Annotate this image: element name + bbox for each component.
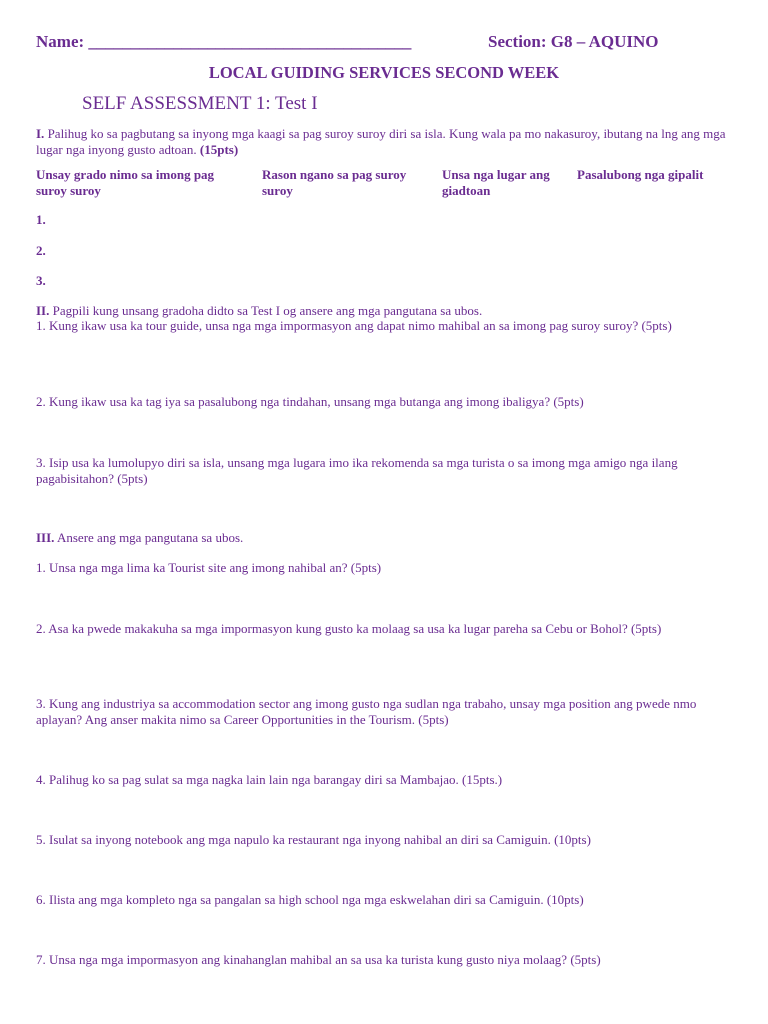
part1-text: Palihug ko sa pagbutang sa inyong mga kaagi sa pag suroy suroy diri sa isla. Kung wala pa mo nakasuroy, ibutang na lng ang mga lugar nga inyong gusto adtoan.: [36, 126, 726, 157]
part2-instruction: [36, 303, 736, 319]
part3-numeral: III.: [36, 530, 55, 545]
name-blank[interactable]: ______________________________________: [88, 32, 412, 51]
part1-points: (15pts): [199, 141, 239, 157]
question-item: 4. Palihug ko sa pag sulat sa mga nagka lain lain nga barangay diri sa Mambajao. (15pts.): [36, 772, 503, 787]
table-row-number: 1.: [36, 212, 46, 227]
name-label: Name:: [36, 32, 85, 51]
column-header: Pasalubong nga gipalit: [577, 167, 704, 182]
section-label: Section: G8 – AQUINO: [488, 32, 659, 51]
question-item: 2. Kung ikaw usa ka tag iya sa pasalubong nga tindahan, unsang mga butanga ang imong ibaligya? (5pts): [36, 394, 584, 409]
question-item: 7. Unsa nga mga impormasyon ang kinahanglan mahibal an sa usa ka turista kung gusto niya molaag? (5pts): [36, 952, 601, 967]
part1-instruction: [36, 126, 736, 157]
document-subtitle: SELF ASSESSMENT 1: Test I: [82, 93, 318, 114]
column-header: Rason ngano sa pag suroy suroy: [262, 167, 407, 198]
question-item: 2. Asa ka pwede makakuha sa mga impormasyon kung gusto ka molaag sa usa ka lugar pareha sa Cebu or Bohol? (5pts): [36, 621, 662, 636]
question-item: 5. Isulat sa inyong notebook ang mga napulo ka restaurant nga inyong nahibal an diri sa Camiguin. (10pts): [36, 832, 591, 847]
name-line: [36, 32, 411, 52]
question-item: 6. Ilista ang mga kompleto nga sa pangalan sa high school nga mga eskwelahan diri sa Camiguin. (10pts): [36, 892, 584, 907]
part3-instruction: [36, 530, 736, 546]
part1-numeral: I.: [36, 126, 45, 141]
question-item: 3. Kung ang industriya sa accommodation sector ang imong gusto nga sudlan nga trabaho, unsay mga position ang pwede nmo aplayan? Ang anser makita nimo sa Career Opportunities in the Tourism. (5pts): [36, 696, 697, 727]
part2-text: Pagpili kung unsang gradoha didto sa Test I og ansere ang mga pangutana sa ubos.: [52, 303, 483, 318]
question-item: 3. Isip usa ka lumolupyo diri sa isla, unsang mga lugara imo ika rekomenda sa mga turista o sa imong mga amigo nga ilang pagabisitahon? (5pts): [36, 455, 678, 486]
table-row-number: 2.: [36, 243, 46, 258]
column-header: Unsay grado nimo sa imong pag suroy suroy: [36, 167, 215, 198]
table-row-number: 3.: [36, 273, 46, 288]
question-item: 1. Unsa nga mga lima ka Tourist site ang imong nahibal an? (5pts): [36, 560, 382, 575]
part2-numeral: II.: [36, 303, 50, 318]
document-title: LOCAL GUIDING SERVICES SECOND WEEK: [208, 63, 560, 82]
column-header: Unsa nga lugar ang giadtoan: [442, 167, 550, 198]
question-item: 1. Kung ikaw usa ka tour guide, unsa nga mga impormasyon ang dapat nimo mahibal an sa imong pag suroy suroy? (5pts): [36, 318, 672, 333]
part3-text: Ansere ang mga pangutana sa ubos.: [56, 530, 244, 545]
